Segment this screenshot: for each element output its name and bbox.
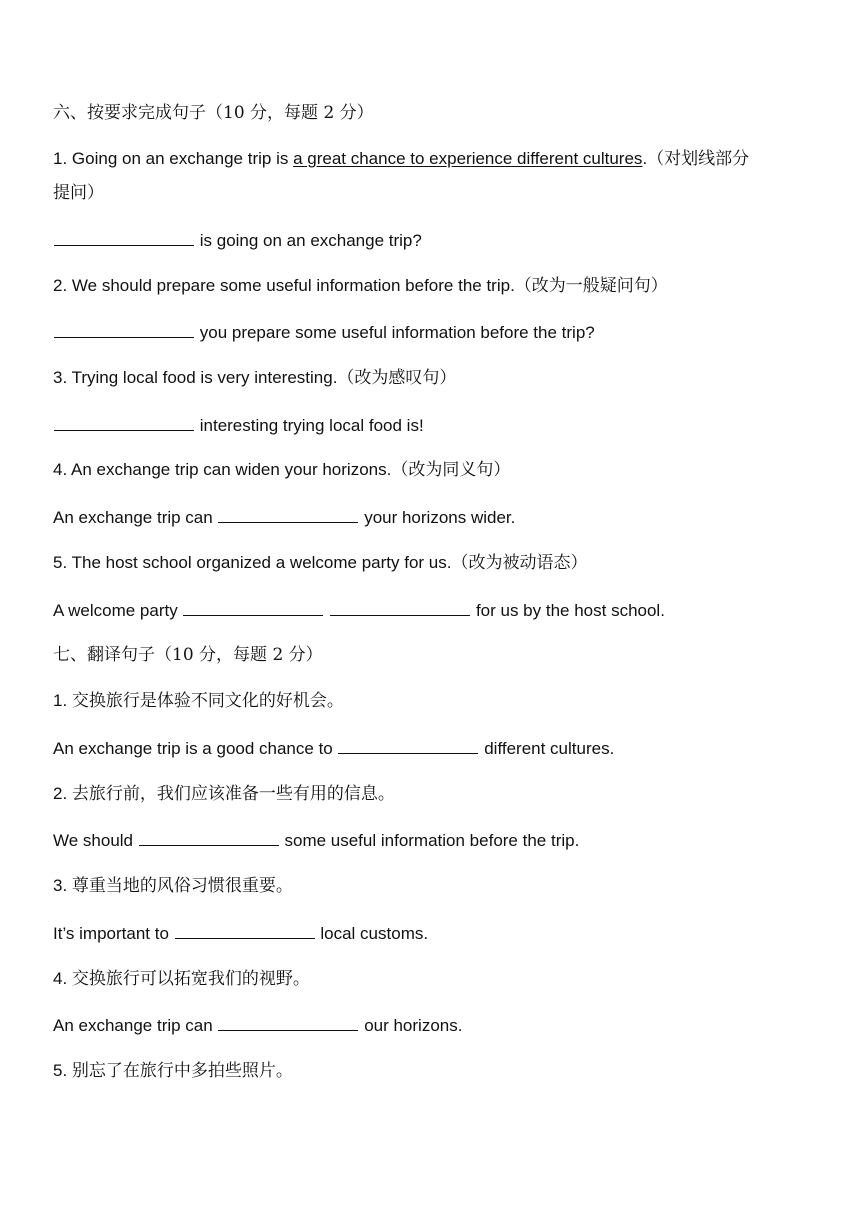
section-7-heading: 七、翻译句子（10 分，每题 2 分） (53, 645, 323, 665)
answer-blank[interactable] (54, 413, 194, 431)
answer-blank[interactable] (183, 598, 323, 616)
s6-q1-pre: Going on an exchange trip is (71, 149, 294, 168)
s6-q1-underlined: a great chance to experience different cultures (293, 149, 643, 168)
s7-q4-answer-rest: our horizons. (364, 1016, 463, 1035)
s7-q1-answer-rest: different cultures. (484, 739, 615, 758)
answer-blank[interactable] (218, 505, 358, 523)
s6-q3-text: Trying local food is very interesting.（改为感叹句） (71, 368, 457, 387)
s6-q1-post: .（对划线部分 (642, 149, 750, 168)
answer-blank[interactable] (139, 828, 279, 846)
answer-blank[interactable] (54, 228, 194, 246)
s6-q4-line (53, 458, 510, 482)
s7-q3-answer-rest: local customs. (320, 924, 429, 943)
s6-q4-text: An exchange trip can widen your horizons.（改为同义句） (70, 460, 511, 479)
s7-q4-number: 4. (53, 969, 68, 988)
s6-q5-answer-rest: for us by the host school. (475, 601, 665, 620)
s7-q2-answer-rest: some useful information before the trip. (284, 831, 580, 850)
s7-q2-line (53, 782, 395, 806)
s7-q5-line (53, 1059, 293, 1083)
s6-q2-answer (53, 320, 595, 345)
section-6-heading: 六、按要求完成句子（10 分，每题 2 分） (53, 103, 374, 123)
s6-q1-number: 1. (53, 149, 68, 168)
s6-q1-answer-rest: is going on an exchange trip? (199, 231, 422, 250)
s6-q5-answer-pre: A welcome party (53, 601, 178, 620)
s6-q5-line (53, 551, 587, 575)
s6-q4-answer (53, 505, 515, 530)
s6-q2-line (53, 274, 668, 298)
s6-q3-number: 3. (53, 368, 68, 387)
s7-q4-line (53, 967, 310, 991)
s6-q1-answer (53, 228, 422, 253)
answer-blank[interactable] (338, 736, 478, 754)
s6-q5-text: The host school organized a welcome party for us.（改为被动语态） (71, 553, 588, 572)
s7-q4-answer (53, 1013, 462, 1038)
s7-q3-number: 3. (53, 876, 68, 895)
s7-q2-text: 去旅行前，我们应该准备一些有用的信息。 (71, 784, 395, 803)
s6-q4-number: 4. (53, 460, 68, 479)
s7-q4-answer-pre: An exchange trip can (53, 1016, 213, 1035)
s6-q3-answer-rest: interesting trying local food is! (199, 416, 424, 435)
s7-q1-number: 1. (53, 691, 68, 710)
s7-q1-text: 交换旅行是体验不同文化的好机会。 (71, 691, 344, 710)
answer-blank[interactable] (175, 921, 315, 939)
s7-q3-answer-pre: It’s important to (53, 924, 169, 943)
s6-q5-number: 5. (53, 553, 68, 572)
s6-q4-answer-rest: your horizons wider. (364, 508, 516, 527)
s7-q2-answer-pre: We should (53, 831, 134, 850)
s6-q4-answer-pre: An exchange trip can (53, 508, 213, 527)
s7-q5-text: 别忘了在旅行中多拍些照片。 (71, 1061, 293, 1080)
s6-q1-line (53, 147, 749, 171)
s7-q3-answer (53, 921, 428, 946)
answer-blank[interactable] (330, 598, 470, 616)
s7-q5-number: 5. (53, 1061, 68, 1080)
s6-q2-number: 2. (53, 276, 68, 295)
s7-q1-line (53, 689, 344, 713)
s7-q4-text: 交换旅行可以拓宽我们的视野。 (71, 969, 310, 988)
s7-q3-line (53, 874, 293, 898)
s6-q5-answer (53, 598, 665, 623)
answer-blank[interactable] (54, 320, 194, 338)
s6-q1-post2: 提问） (53, 183, 104, 202)
s6-q1-line2 (53, 181, 104, 205)
s6-q3-line (53, 366, 456, 390)
s7-q2-number: 2. (53, 784, 68, 803)
s7-q3-text: 尊重当地的风俗习惯很重要。 (71, 876, 293, 895)
s6-q2-answer-rest: you prepare some useful information before the trip? (199, 323, 595, 342)
s6-q2-text: We should prepare some useful information before the trip.（改为一般疑问句） (71, 276, 668, 295)
s6-q3-answer (53, 413, 424, 438)
s7-q1-answer-pre: An exchange trip is a good chance to (53, 739, 333, 758)
s7-q2-answer (53, 828, 579, 853)
s7-q1-answer (53, 736, 614, 761)
answer-blank[interactable] (218, 1013, 358, 1031)
